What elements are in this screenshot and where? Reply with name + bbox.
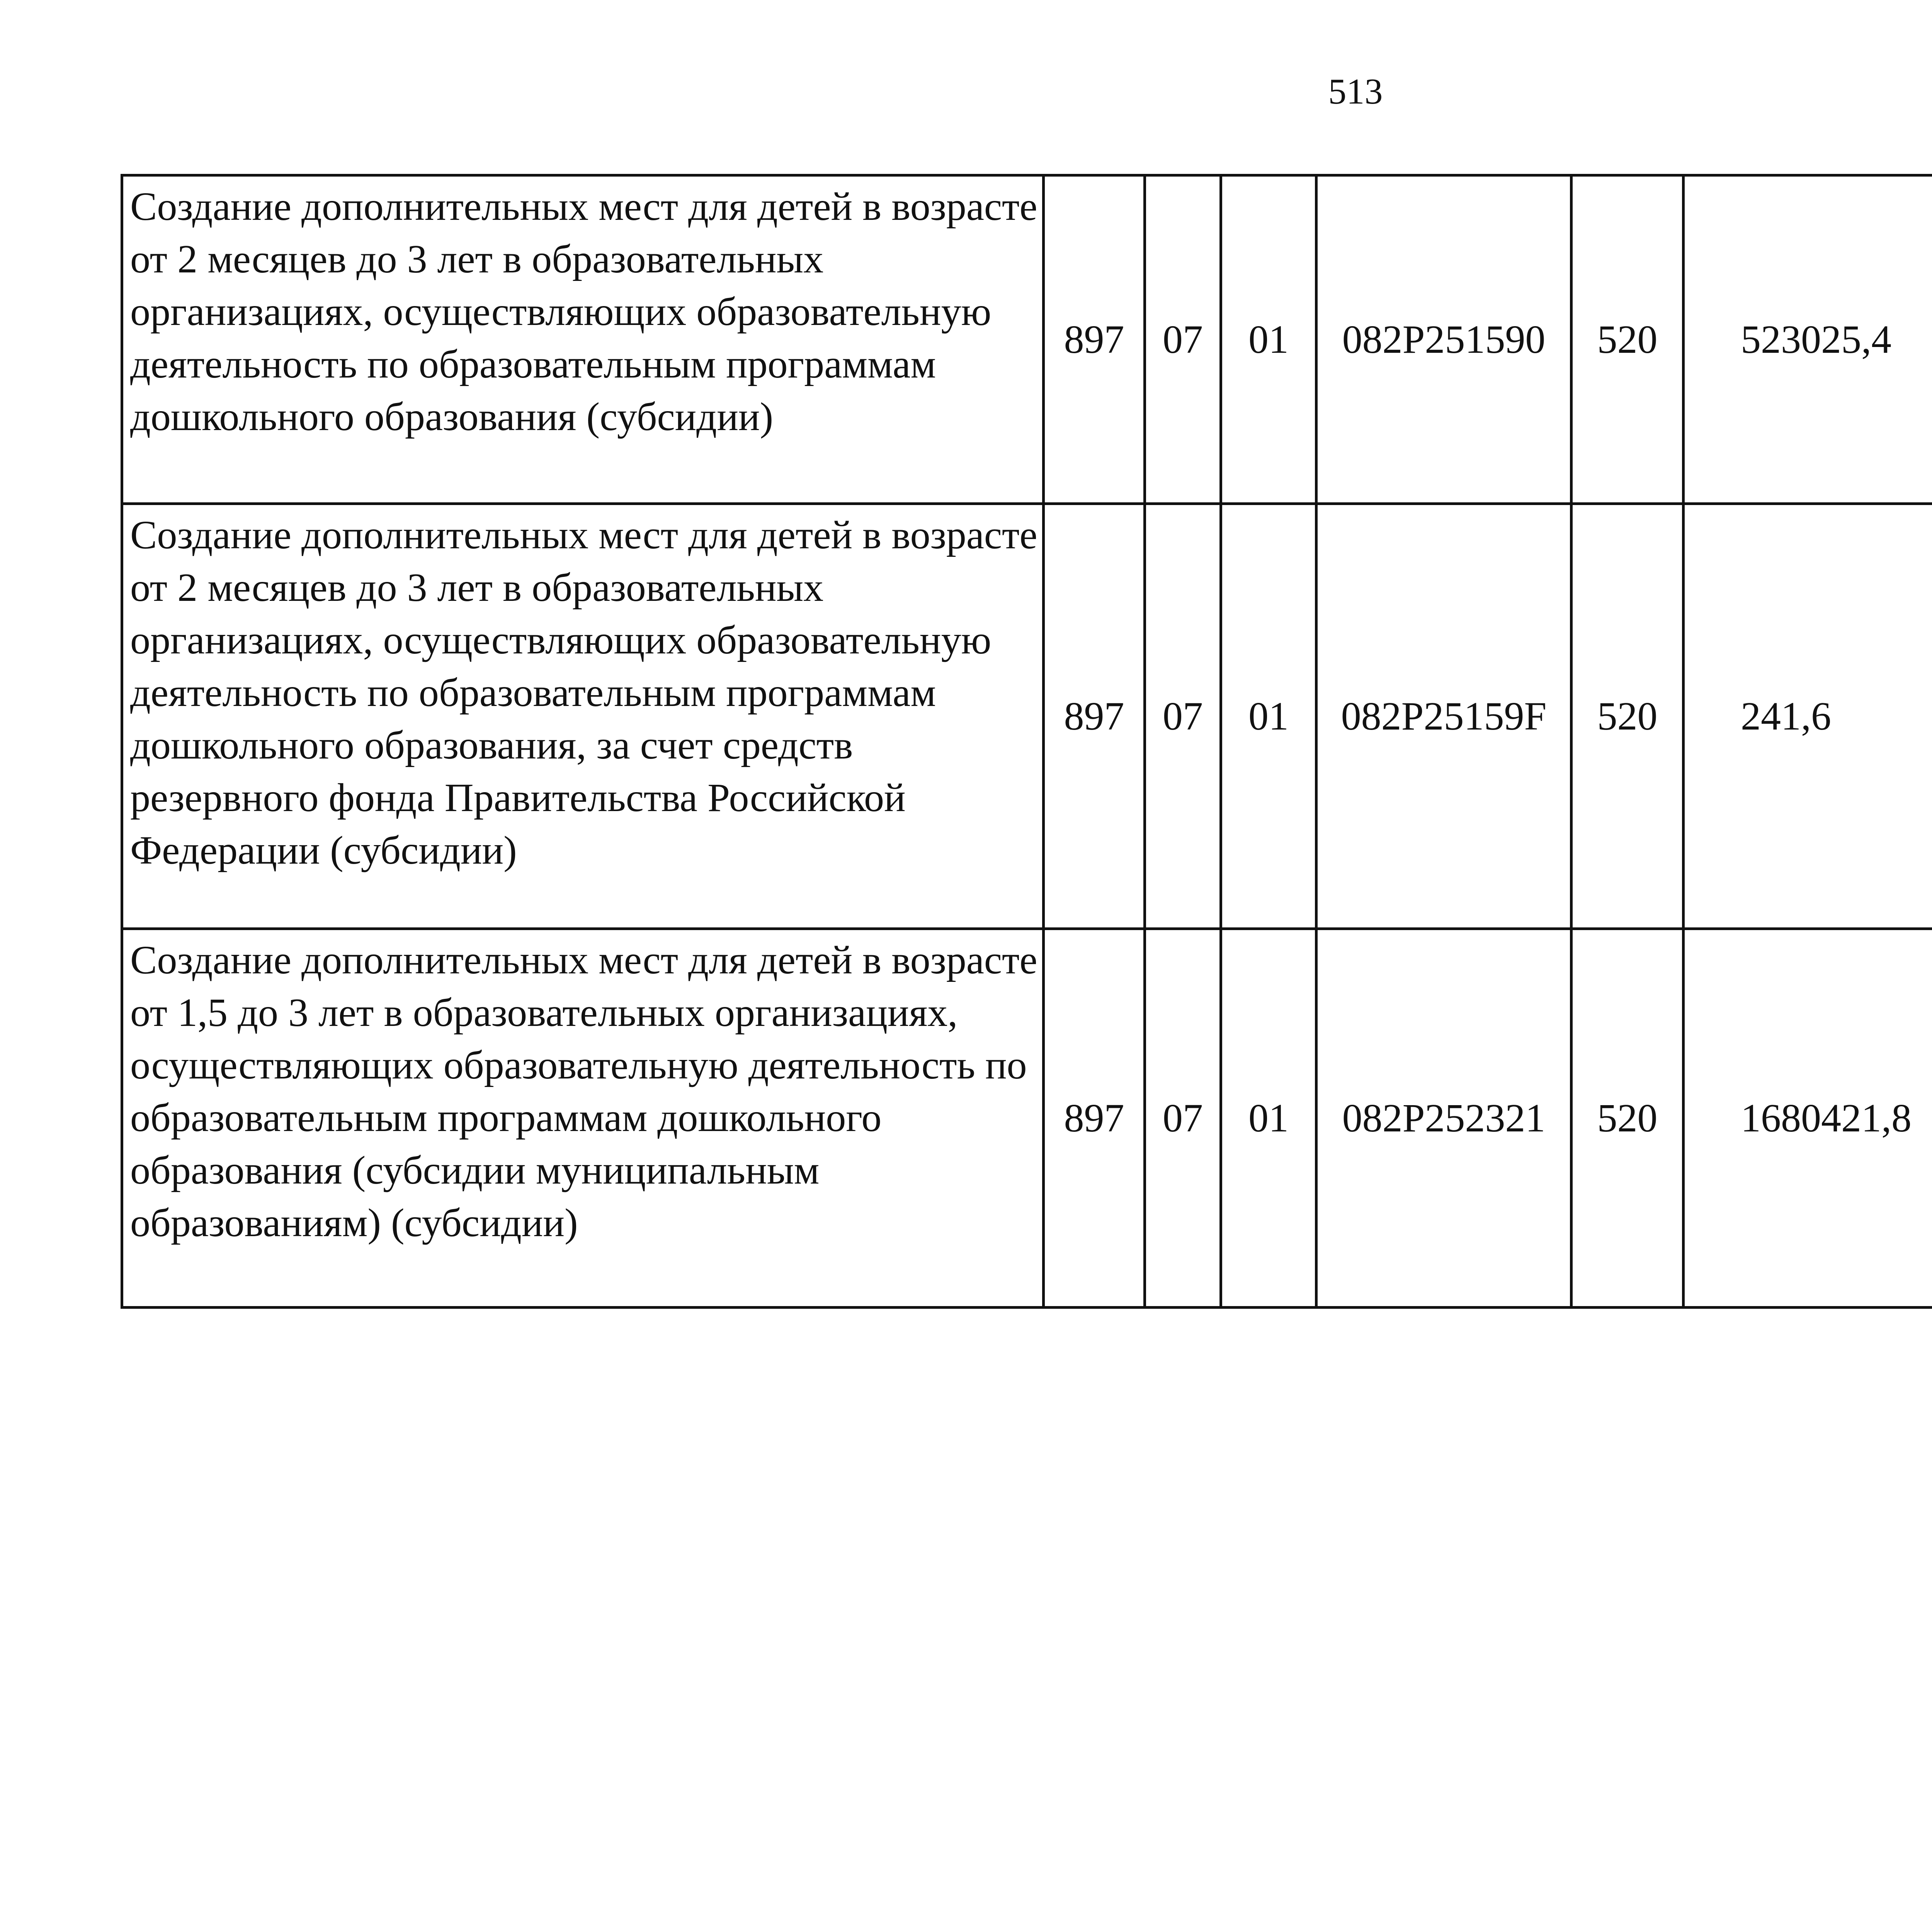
amount-cell-1: 1680421,8 [1684, 929, 1932, 1308]
table-row [122, 504, 1932, 929]
expense-type-code: 520 [1571, 504, 1684, 929]
target-item-code: 082P252321 [1316, 929, 1571, 1308]
table-row [122, 175, 1932, 504]
subsection-code: 01 [1221, 504, 1316, 929]
row-description: Создание дополнительных мест для детей в возрасте от 2 месяцев до 3 лет в образовательных организациях, осуществляющих образовательную деятельность по образовательным программам дошкольного образования, за счет средств резервного фонда Правительства Российской Федерации (субсидии) [122, 504, 1044, 929]
subsection-code: 01 [1221, 175, 1316, 504]
expense-type-code: 520 [1571, 929, 1684, 1308]
page-number: 513 [1328, 71, 1383, 112]
section-code: 07 [1145, 504, 1221, 929]
ministry-code: 897 [1044, 175, 1145, 504]
subsection-code: 01 [1221, 929, 1316, 1308]
row-description: Создание дополнительных мест для детей в возрасте от 2 месяцев до 3 лет в образовательных организациях, осуществляющих образовательную деятельность по образовательным программам дошкольного образования (субсидии) [122, 175, 1044, 504]
expense-type-code: 520 [1571, 175, 1684, 504]
amount-cell-1: 523025,4 [1684, 175, 1932, 504]
row-description: Создание дополнительных мест для детей в возрасте от 1,5 до 3 лет в образовательных организациях, осуществляющих образовательную деятельность по образовательным программам дошкольного образования (субсидии муниципальным образованиям) (субсидии) [122, 929, 1044, 1308]
section-code: 07 [1145, 929, 1221, 1308]
table-row [122, 929, 1932, 1308]
ministry-code: 897 [1044, 504, 1145, 929]
target-item-code: 082P25159F [1316, 504, 1571, 929]
section-code: 07 [1145, 175, 1221, 504]
budget-table [121, 174, 1932, 1309]
amount-cell-1: 241,6 [1684, 504, 1932, 929]
target-item-code: 082P251590 [1316, 175, 1571, 504]
ministry-code: 897 [1044, 929, 1145, 1308]
